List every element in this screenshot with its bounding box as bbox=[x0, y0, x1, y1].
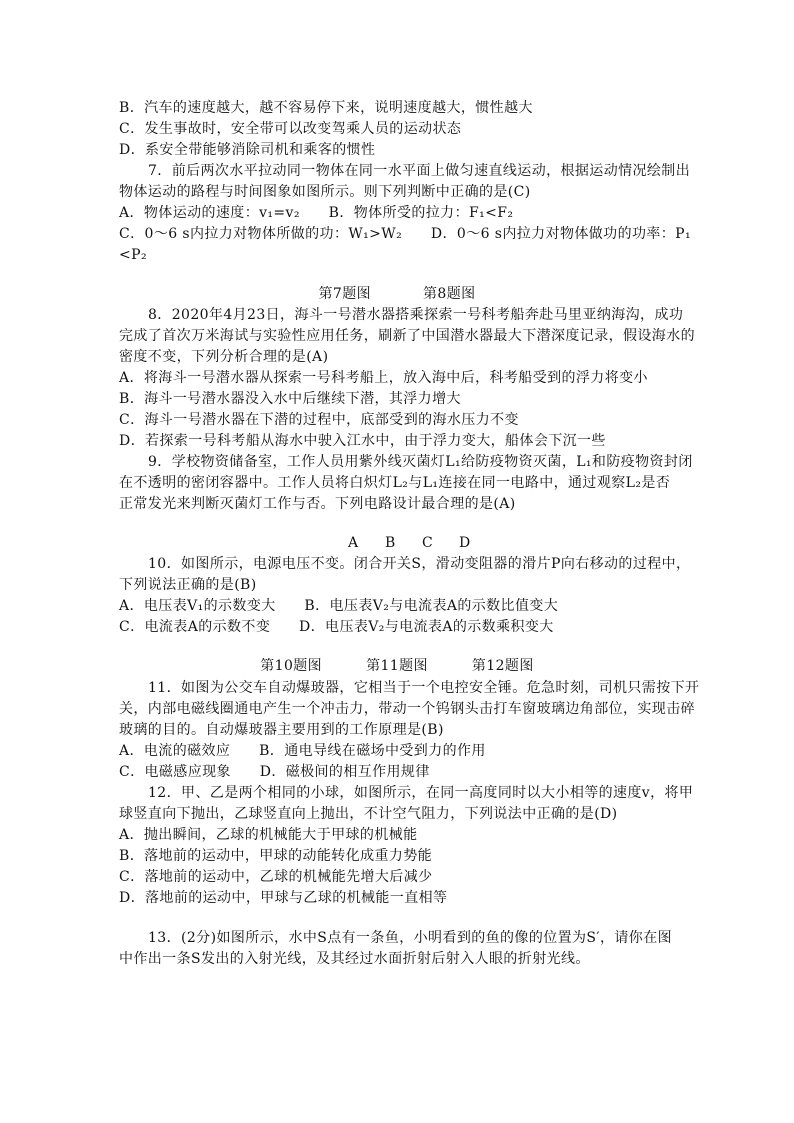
q9-figure-labels bbox=[348, 534, 496, 552]
caption-fig11: 第11题图 bbox=[366, 658, 428, 674]
q6-option-d: D．系安全带能够消除司机和乘客的惯性 bbox=[119, 142, 376, 158]
q8-stem-line2: 完成了首次万米海试与实验性应用任务，刷新了中国潜水器最大下潜深度记录，假设海水的 bbox=[119, 328, 695, 344]
q11-stem-line3: 玻璃的目的。自动爆玻器主要用到的工作原理是(B) bbox=[119, 722, 444, 738]
q13-stem-line1: 13．(2分)如图所示，水中S点有一条鱼，小明看到的鱼的像的位置为S′，请你在图 bbox=[148, 930, 673, 946]
q11-stem-line1: 11．如图为公交车自动爆玻器，它相当于一个电控安全锤。危急时刻，司机只需按下开 bbox=[148, 680, 700, 696]
q8-stem-line1: 8．2020年4月23日，海斗一号潜水器搭乘探索一号科考船奔赴马里亚纳海沟，成功 bbox=[148, 307, 684, 323]
q8-option-d: D．若探索一号科考船从海水中驶入江水中，由于浮力变大，船体会下沉一些 bbox=[119, 433, 606, 449]
q9-stem-line2: 在不透明的密闭容器中。工作人员将白炽灯L₂与L₁连接在同一电路中，通过观察L₂是否 bbox=[119, 475, 671, 491]
q7-options-cd: C．0～6 s内拉力对物体所做的功：W₁>W₂ D．0～6 s内拉力对物体做功的功率：P₁ bbox=[119, 226, 691, 242]
q13-stem-line2: 中作出一条S发出的入射光线，及其经过水面折射后射入人眼的折射光线。 bbox=[119, 951, 590, 967]
q10-options-ab: A．电压表V₁的示数变大 B．电压表V₂与电流表A的示数比值变大 bbox=[119, 598, 559, 614]
q6-option-c: C．发生事故时，安全带可以改变驾乘人员的运动状态 bbox=[119, 121, 462, 137]
caption-fig8: 第8题图 bbox=[423, 286, 476, 302]
caption-fig12: 第12题图 bbox=[471, 658, 534, 674]
figure-captions-7-8 bbox=[0, 285, 794, 303]
caption-fig7: 第7题图 bbox=[318, 286, 371, 302]
q12-option-b: B．落地前的运动中，甲球的动能转化成重力势能 bbox=[119, 848, 433, 864]
q11-options-ab: A．电流的磁效应 B．通电导线在磁场中受到力的作用 bbox=[119, 743, 486, 759]
q8-stem-line3: 密度不变，下列分析合理的是(A) bbox=[119, 349, 329, 365]
q11-stem-line2: 关，内部电磁线圈通电产生一个冲击力，带动一个钨钢头击打车窗玻璃边角部位，实现击碎 bbox=[119, 701, 695, 717]
q9-label-b: B bbox=[385, 535, 396, 551]
q7-stem-line1: 7．前后两次水平拉动同一物体在同一水平面上做匀速直线运动，根据运动情况绘制出 bbox=[148, 163, 691, 179]
figure-captions-10-12 bbox=[0, 657, 794, 675]
q7-stem-line2: 物体运动的路程与时间图象如图所示。则下列判断中正确的是(C) bbox=[119, 184, 531, 200]
q7-options-cd-cont: <P₂ bbox=[119, 247, 147, 263]
q9-label-a: A bbox=[348, 535, 359, 551]
q9-label-c: C bbox=[422, 535, 434, 551]
q8-option-c: C．海斗一号潜水器在下潜的过程中，底部受到的海水压力不变 bbox=[119, 412, 519, 428]
q11-options-cd: C．电磁感应现象 D．磁极间的相互作用规律 bbox=[119, 764, 430, 780]
q6-option-b: B．汽车的速度越大，越不容易停下来，说明速度越大，惯性越大 bbox=[119, 100, 533, 116]
q10-stem-line1: 10．如图所示，电源电压不变。闭合开关S，滑动变阻器的滑片P向右移动的过程中， bbox=[148, 556, 691, 572]
q7-options-ab: A．物体运动的速度：v₁=v₂ B．物体所受的拉力：F₁<F₂ bbox=[119, 205, 514, 221]
q8-option-b: B．海斗一号潜水器没入水中后继续下潜，其浮力增大 bbox=[119, 391, 461, 407]
q12-option-c: C．落地前的运动中，乙球的机械能先增大后减少 bbox=[119, 869, 433, 885]
q9-stem-line3: 正常发光来判断灭菌灯工作与否。下列电路设计最合理的是(A) bbox=[119, 496, 516, 512]
q9-label-d: D bbox=[459, 535, 471, 551]
q12-stem-line1: 12．甲、乙是两个相同的小球，如图所示，在同一高度同时以大小相等的速度v，将甲 bbox=[148, 785, 694, 801]
q8-option-a: A．将海斗一号潜水器从探索一号科考船上，放入海中后，科考船受到的浮力将变小 bbox=[119, 370, 648, 386]
q12-option-a: A．抛出瞬间，乙球的机械能大于甲球的机械能 bbox=[119, 827, 418, 843]
q10-stem-line2: 下列说法正确的是(B) bbox=[119, 577, 257, 593]
q12-option-d: D．落地前的运动中，甲球与乙球的机械能一直相等 bbox=[119, 890, 448, 906]
caption-fig10: 第10题图 bbox=[260, 658, 323, 674]
q10-options-cd: C．电流表A的示数不变 D．电压表V₂与电流表A的示数乘积变大 bbox=[119, 619, 554, 635]
q12-stem-line2: 球竖直向下抛出，乙球竖直向上抛出，不计空气阻力，下列说法中正确的是(D) bbox=[119, 806, 618, 822]
q9-stem-line1: 9．学校物资储备室，工作人员用紫外线灭菌灯L₁给防疫物资灭菌，L₁和防疫物资封闭 bbox=[148, 454, 693, 470]
